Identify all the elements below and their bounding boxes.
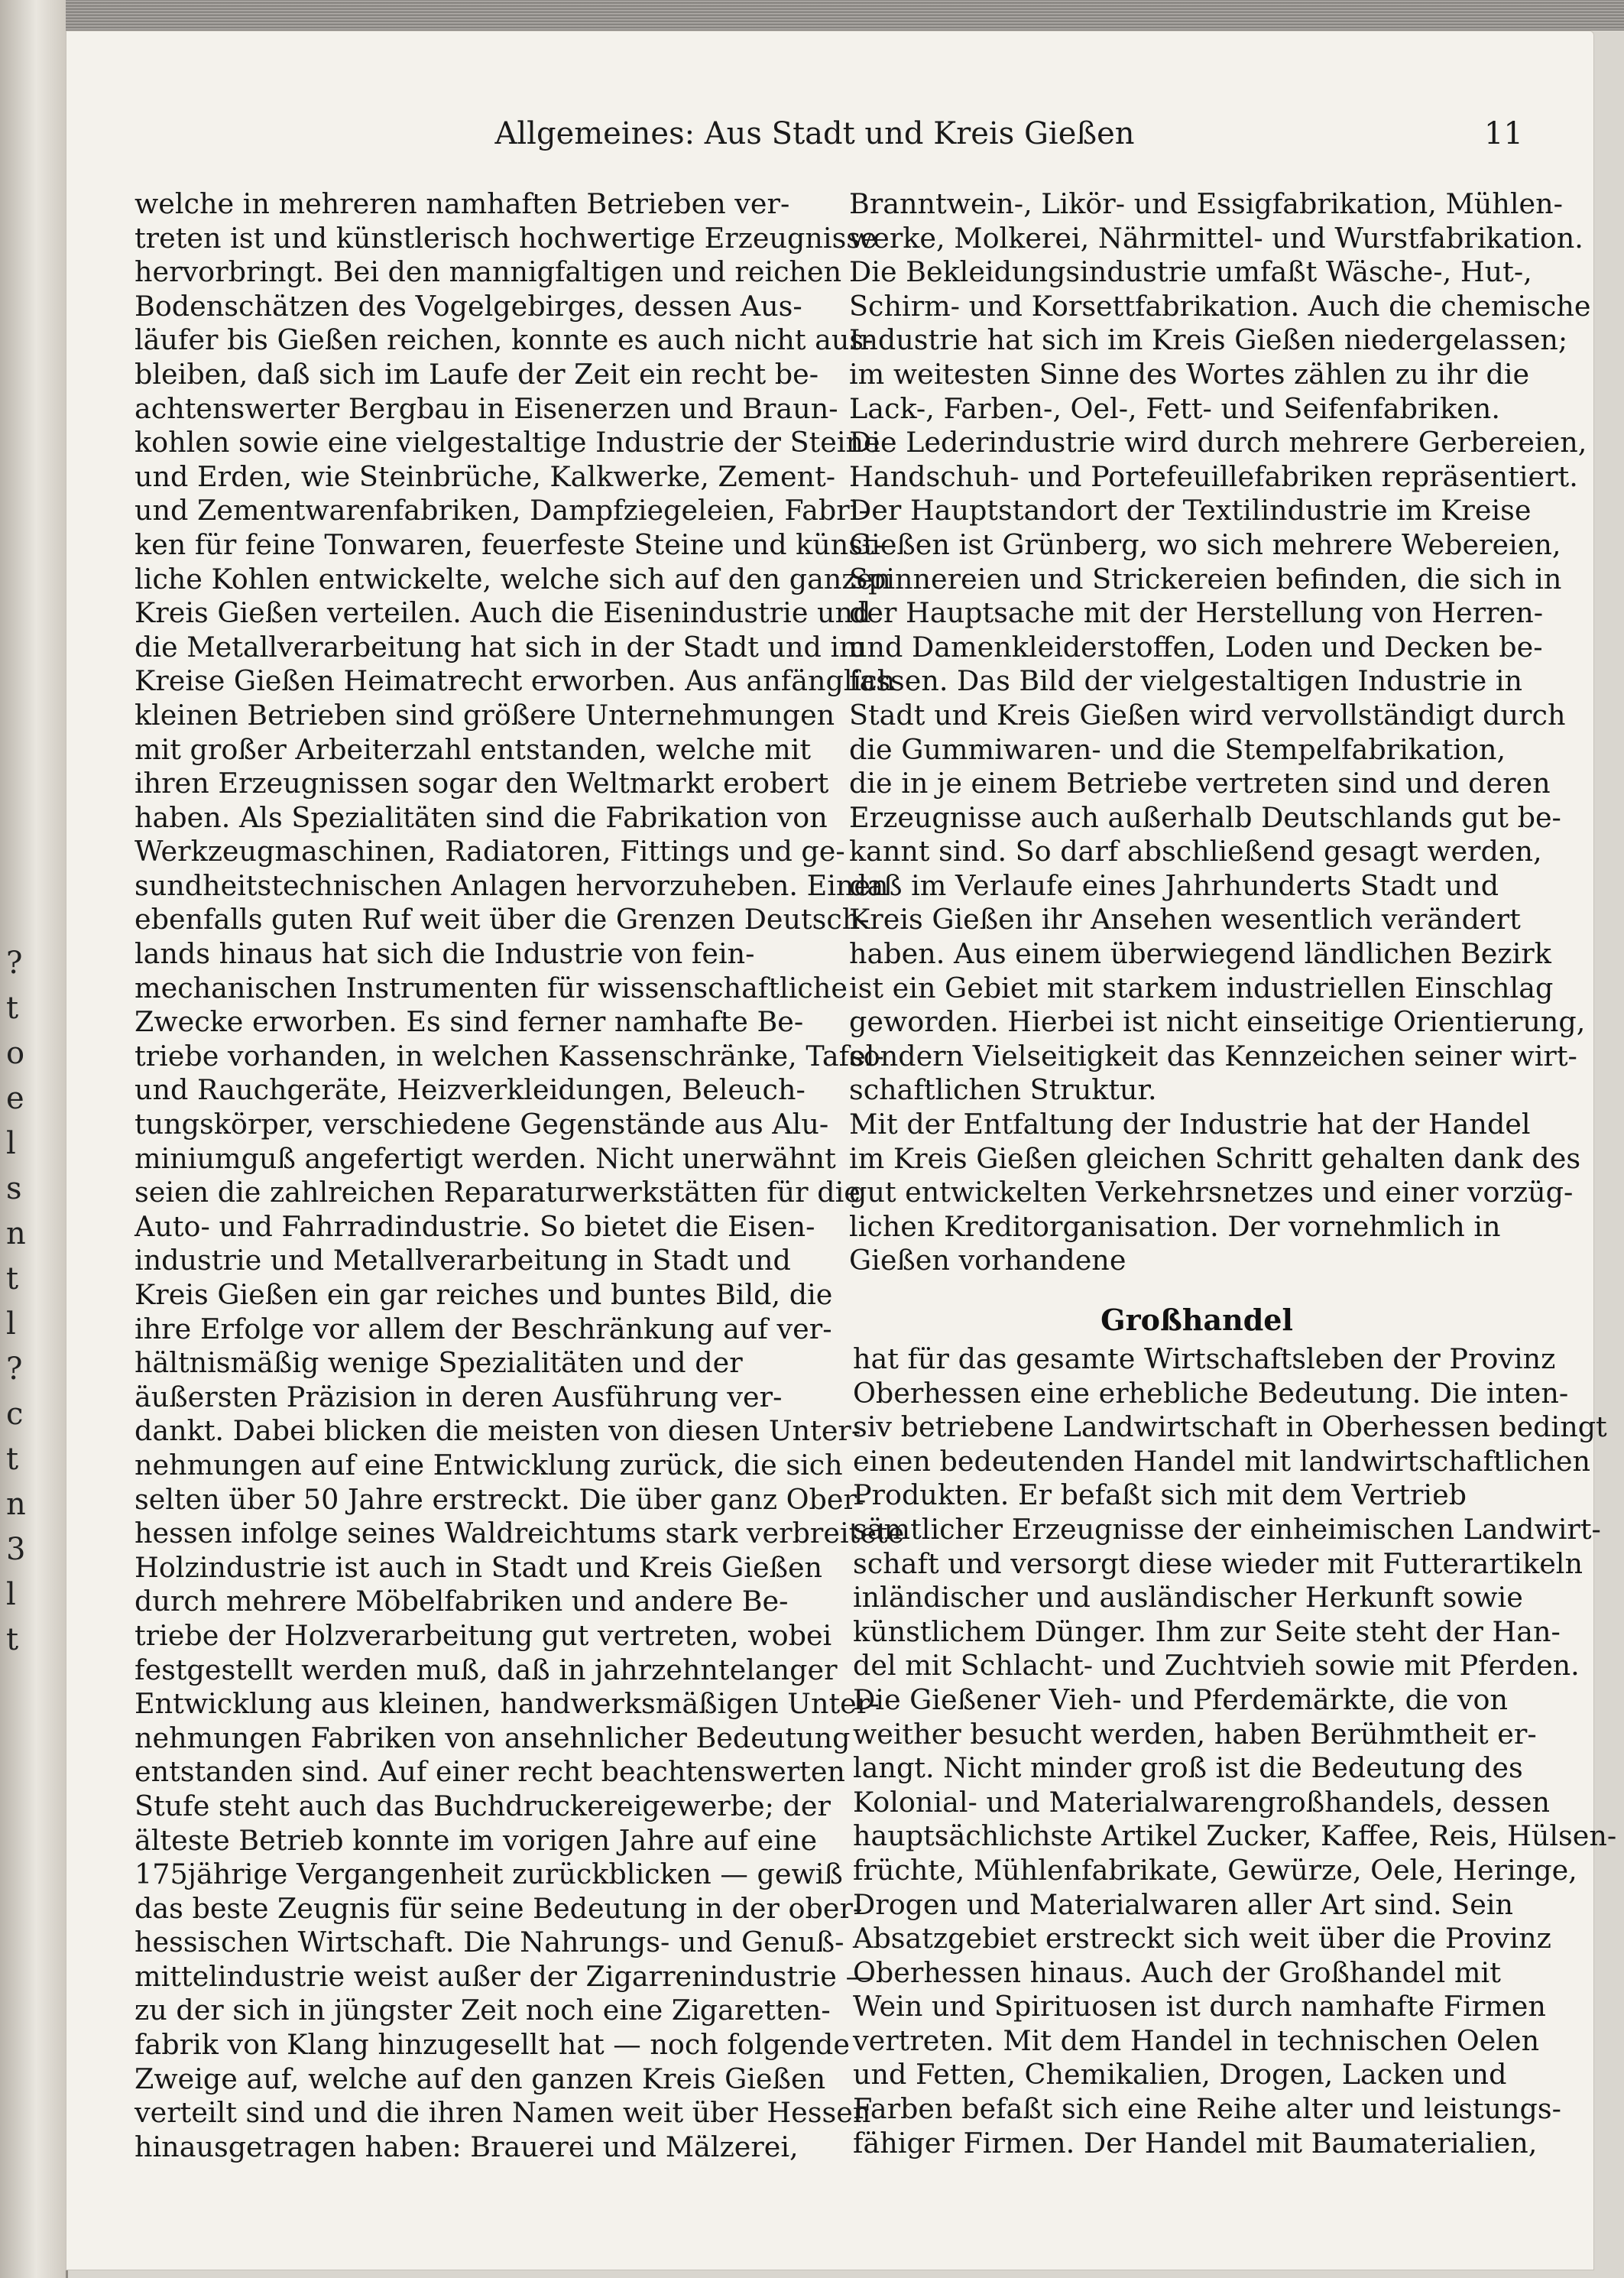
fragment: c	[6, 1397, 24, 1432]
text-line: und Zementwarenfabriken, Dampfziegeleien, Fabri-	[135, 494, 868, 527]
text-line: Wein und Spirituosen ist durch namhafte Firmen	[853, 1990, 1546, 2023]
text-line: weither besucht werden, haben Berühmtheit er-	[853, 1717, 1537, 1751]
text-line: kohlen sowie eine vielgestaltige Industrie der Steine	[135, 426, 880, 459]
text-line: Auto- und Fahrradindustrie. So bietet die Eisen-	[135, 1209, 815, 1243]
page-number: 11	[1484, 116, 1523, 151]
text-line: Kreis Gießen ein gar reiches und buntes Bild, die	[135, 1278, 833, 1311]
text-line: hervorbringt. Bei den mannigfaltigen und reichen	[135, 255, 842, 289]
text-line: werke, Molkerei, Nährmittel- und Wurstfabrikation.	[849, 221, 1583, 255]
text-line: Der Hauptstandort der Textilindustrie im Kreise	[849, 494, 1532, 527]
fragment: t	[6, 1261, 19, 1296]
text-line: Schirm- und Korsettfabrikation. Auch die chemische	[849, 289, 1591, 323]
text-line: 175jährige Vergangenheit zurückblicken — gewiß	[135, 1858, 843, 1891]
text-line: tungskörper, verschiedene Gegenstände aus Alu-	[135, 1108, 829, 1141]
text-line: Handschuh- und Portefeuillefabriken repräsentiert.	[849, 459, 1578, 493]
text-line: Produkten. Er befaßt sich mit dem Vertrieb	[853, 1478, 1467, 1512]
text-line: verteilt sind und die ihren Namen weit über Hessen	[135, 2096, 871, 2130]
text-line: achtenswerter Bergbau in Eisenerzen und Braun-	[135, 391, 838, 425]
text-line: daß im Verlaufe eines Jahrhunderts Stadt und	[849, 868, 1499, 902]
text-line: miniumguß angefertigt werden. Nicht unerwähnt	[135, 1141, 836, 1175]
fragment: ?	[6, 946, 23, 981]
text-line: fabrik von Klang hinzugesellt hat — noch folgende	[135, 2028, 850, 2062]
text-line: ihre Erfolge vor allem der Beschränkung auf ver-	[135, 1312, 832, 1345]
fragment: t	[6, 1442, 19, 1477]
adjacent-page-edge	[0, 0, 68, 2278]
text-line: Gießen ist Grünberg, wo sich mehrere Webereien,	[849, 527, 1561, 561]
text-line: Kolonial- und Materialwarengroßhandels, dessen	[853, 1785, 1551, 1819]
text-line: Zwecke erworben. Es sind ferner namhafte Be-	[135, 1005, 804, 1039]
right-column-bottom	[853, 1342, 1617, 2160]
text-line: triebe vorhanden, in welchen Kassenschränke, Tafel-	[135, 1039, 884, 1072]
running-header: Allgemeines: Aus Stadt und Kreis Gießen	[494, 116, 1135, 151]
text-line: läufer bis Gießen reichen, konnte es auch nicht aus-	[135, 323, 874, 357]
text-line: mechanischen Instrumenten für wissenschaftliche	[135, 971, 848, 1004]
text-line: Stufe steht auch das Buchdruckereigewerbe; der	[135, 1789, 831, 1822]
text-line: Spinnereien und Strickereien befinden, die sich in	[849, 562, 1562, 595]
text-line: ihren Erzeugnissen sogar den Weltmarkt erobert	[135, 767, 829, 800]
text-line: hessischen Wirtschaft. Die Nahrungs- und Genuß-	[135, 1926, 844, 1959]
text-line: triebe der Holzverarbeitung gut vertreten, wobei	[135, 1618, 832, 1652]
text-line: hauptsächlichste Artikel Zucker, Kaffee, Reis, Hülsen-	[853, 1819, 1617, 1853]
text-line: welche in mehreren namhaften Betrieben ver-	[135, 187, 790, 220]
text-line: langt. Nicht minder groß ist die Bedeutung des	[853, 1751, 1523, 1785]
fragment: l	[6, 1306, 16, 1342]
text-line: bleiben, daß sich im Laufe der Zeit ein recht be-	[135, 357, 819, 391]
text-line: Oberhessen hinaus. Auch der Großhandel mit	[853, 1955, 1501, 1989]
text-line: im Kreis Gießen gleichen Schritt gehalten dank des	[849, 1141, 1581, 1175]
text-line: Branntwein-, Likör- und Essigfabrikation, Mühlen-	[849, 187, 1563, 220]
text-line: ist ein Gebiet mit starkem industriellen Einschlag	[849, 971, 1554, 1004]
text-line: Drogen und Materialwaren aller Art sind. Sein	[853, 1887, 1513, 1921]
text-line: kannt sind. So darf abschließend gesagt werden,	[849, 835, 1542, 868]
fragment: ?	[6, 1352, 23, 1387]
text-line: ken für feine Tonwaren, feuerfeste Steine und künst-	[135, 527, 884, 561]
text-line: nehmungen auf eine Entwicklung zurück, die sich	[135, 1448, 843, 1481]
text-line: Kreis Gießen ihr Ansehen wesentlich verändert	[849, 903, 1521, 936]
fragment: s	[6, 1171, 22, 1206]
text-line: sundheitstechnischen Anlagen hervorzuheben. Einen	[135, 868, 889, 902]
page-stack-edge	[66, 0, 1624, 31]
text-line: dankt. Dabei blicken die meisten von diesen Unter-	[135, 1414, 861, 1448]
fragment: l	[6, 1577, 16, 1612]
text-line: und Erden, wie Steinbrüche, Kalkwerke, Zement-	[135, 459, 836, 493]
fragment: e	[6, 1081, 24, 1116]
text-line: selten über 50 Jahre erstreckt. Die über ganz Ober-	[135, 1482, 867, 1516]
text-line: und Rauchgeräte, Heizverkleidungen, Beleuch-	[135, 1073, 806, 1107]
text-line: die Metallverarbeitung hat sich in der Stadt und im	[135, 630, 866, 664]
text-line: fähiger Firmen. Der Handel mit Baumaterialien,	[853, 2126, 1538, 2160]
right-column-top	[849, 187, 1591, 1278]
text-line: Erzeugnisse auch außerhalb Deutschlands gut be-	[849, 800, 1561, 834]
text-line: ebenfalls guten Ruf weit über die Grenzen Deutsch-	[135, 903, 870, 936]
text-line: Stadt und Kreis Gießen wird vervollständigt durch	[849, 698, 1566, 732]
text-line: gut entwickelten Verkehrsnetzes und einer vorzüg-	[849, 1176, 1574, 1209]
text-line: Mit der Entfaltung der Industrie hat der Handel	[849, 1108, 1531, 1141]
text-line: hinausgetragen haben: Brauerei und Mälzerei,	[135, 2130, 799, 2163]
text-line: Gießen vorhandene	[849, 1244, 1126, 1277]
text-line: festgestellt werden muß, daß in jahrzehntelanger	[135, 1653, 838, 1686]
fragment: n	[6, 1487, 26, 1522]
text-line: Die Lederindustrie wird durch mehrere Gerbereien,	[849, 426, 1587, 459]
book-page	[66, 31, 1617, 2270]
text-line: und Fetten, Chemikalien, Drogen, Lacken und	[853, 2058, 1507, 2091]
fragment: n	[6, 1216, 26, 1251]
text-line: früchte, Mühlenfabrikate, Gewürze, Oele, Heringe,	[853, 1853, 1577, 1887]
text-line: Kreise Gießen Heimatrecht erworben. Aus anfänglich	[135, 664, 896, 698]
fragment: o	[6, 1036, 25, 1071]
text-line: Entwicklung aus kleinen, handwerksmäßigen Unter-	[135, 1687, 880, 1721]
text-line: Die Gießener Vieh- und Pferdemärkte, die von	[853, 1683, 1508, 1716]
fragment: t	[6, 991, 19, 1026]
text-line: lichen Kreditorganisation. Der vornehmlich in	[849, 1209, 1501, 1243]
text-line: siv betriebene Landwirtschaft in Oberhessen bedingt	[853, 1410, 1607, 1444]
text-line: seien die zahlreichen Reparaturwerkstätten für die	[135, 1176, 861, 1209]
text-line: hältnismäßig wenige Spezialitäten und der	[135, 1346, 743, 1380]
text-line: der Hauptsache mit der Herstellung von Herren-	[849, 596, 1544, 630]
text-line: schaft und versorgt diese wieder mit Futterartikeln	[853, 1546, 1583, 1580]
text-line: haben. Aus einem überwiegend ländlichen Bezirk	[849, 937, 1551, 971]
fragment: t	[6, 1622, 19, 1657]
text-line: Die Bekleidungsindustrie umfaßt Wäsche-, Hut-,	[849, 255, 1532, 289]
text-line: Werkzeugmaschinen, Radiatoren, Fittings und ge-	[135, 835, 845, 868]
text-line: älteste Betrieb konnte im vorigen Jahre auf eine	[135, 1823, 818, 1857]
text-line: Holzindustrie ist auch in Stadt und Kreis Gießen	[135, 1550, 823, 1584]
text-line: Bodenschätzen des Vogelgebirges, dessen Aus-	[135, 289, 802, 323]
text-line: schaftlichen Struktur.	[849, 1073, 1157, 1107]
text-line: kleinen Betrieben sind größere Unternehmungen	[135, 698, 835, 732]
fragment: l	[6, 1126, 16, 1161]
adjacent-page-fragments	[6, 948, 37, 1655]
section-heading: Großhandel	[1100, 1303, 1293, 1337]
text-line: haben. Als Spezialitäten sind die Fabrikation von	[135, 800, 828, 834]
text-line: einen bedeutenden Handel mit landwirtschaftlichen	[853, 1444, 1591, 1478]
text-line: durch mehrere Möbelfabriken und andere Be-	[135, 1585, 789, 1618]
left-column	[135, 187, 905, 2164]
text-line: del mit Schlacht- und Zuchtvieh sowie mit Pferden.	[853, 1649, 1580, 1683]
text-line: liche Kohlen entwickelte, welche sich auf den ganzen	[135, 562, 891, 595]
text-line: Lack-, Farben-, Oel-, Fett- und Seifenfabriken.	[849, 391, 1500, 425]
text-line: vertreten. Mit dem Handel in technischen Oelen	[853, 2023, 1540, 2057]
text-line: das beste Zeugnis für seine Bedeutung in der ober-	[135, 1891, 863, 1925]
text-line: hessen infolge seines Waldreichtums stark verbreitete	[135, 1517, 905, 1550]
text-line: Kreis Gießen verteilen. Auch die Eisenindustrie und	[135, 596, 871, 630]
text-line: sämtlicher Erzeugnisse der einheimischen Landwirt-	[853, 1512, 1601, 1546]
text-line: zu der sich in jüngster Zeit noch eine Zigaretten-	[135, 1994, 831, 2027]
text-line: mittelindustrie weist außer der Zigarrenindustrie —	[135, 1959, 874, 1993]
text-line: die Gummiwaren- und die Stempelfabrikation,	[849, 732, 1506, 766]
text-line: lands hinaus hat sich die Industrie von fein-	[135, 937, 755, 971]
text-line: äußersten Präzision in deren Ausführung ver-	[135, 1380, 783, 1413]
text-line: mit großer Arbeiterzahl entstanden, welche mit	[135, 732, 812, 766]
text-line: treten ist und künstlerisch hochwertige Erzeugnisse	[135, 221, 877, 255]
text-line: Industrie hat sich im Kreis Gießen niedergelassen;	[849, 323, 1568, 357]
text-line: nehmungen Fabriken von ansehnlicher Bedeutung	[135, 1721, 851, 1754]
text-line: Farben befaßt sich eine Reihe alter und leistungs-	[853, 2092, 1561, 2126]
text-line: Absatzgebiet erstreckt sich weit über die Provinz	[853, 1922, 1551, 1955]
text-line: Oberhessen eine erhebliche Bedeutung. Die inten-	[853, 1376, 1569, 1410]
text-line: künstlichem Dünger. Ihm zur Seite steht der Han-	[853, 1614, 1561, 1648]
text-line: geworden. Hierbei ist nicht einseitige Orientierung,	[849, 1005, 1586, 1039]
text-line: die in je einem Betriebe vertreten sind und deren	[849, 767, 1551, 800]
text-line: sondern Vielseitigkeit das Kennzeichen seiner wirt-	[849, 1039, 1577, 1072]
text-line: im weitesten Sinne des Wortes zählen zu ihr die	[849, 357, 1530, 391]
text-line: Zweige auf, welche auf den ganzen Kreis Gießen	[135, 2062, 826, 2095]
fragment: 3	[6, 1532, 26, 1567]
text-line: und Damenkleiderstoffen, Loden und Decken be-	[849, 630, 1543, 664]
text-line: fassen. Das Bild der vielgestaltigen Industrie in	[849, 664, 1523, 698]
text-line: industrie und Metallverarbeitung in Stadt und	[135, 1244, 791, 1277]
text-line: hat für das gesamte Wirtschaftsleben der Provinz	[853, 1342, 1556, 1375]
text-line: inländischer und ausländischer Herkunft sowie	[853, 1581, 1523, 1614]
text-line: entstanden sind. Auf einer recht beachtenswerten	[135, 1755, 845, 1789]
